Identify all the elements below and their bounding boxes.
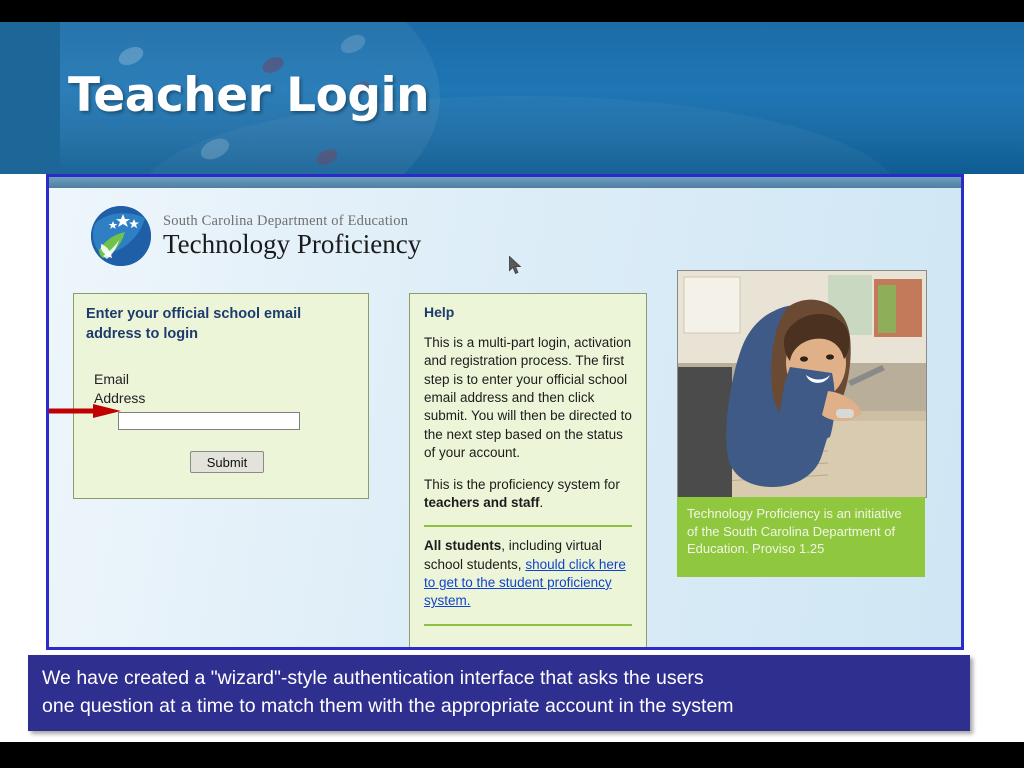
- slide-caption-line2: one question at a time to match them with the appropriate account in the system: [42, 695, 734, 718]
- divider: [424, 525, 632, 527]
- slide-header: [0, 22, 1024, 174]
- logo-agency-name: South Carolina Department of Education: [163, 213, 409, 230]
- login-panel: [73, 293, 369, 499]
- help-paragraph-2: [424, 476, 632, 513]
- help-paragraph-2-bold: teachers and staff: [424, 494, 540, 510]
- top-black-bar: [0, 0, 1024, 22]
- logo-text: [163, 213, 421, 258]
- bottom-black-bar: [0, 742, 1024, 768]
- submit-button[interactable]: Submit: [190, 451, 264, 473]
- help-title: Help: [424, 304, 455, 320]
- email-label-line2: Address: [94, 389, 146, 406]
- divider: [424, 624, 632, 626]
- help-panel: [409, 293, 647, 647]
- teacher-photo: [677, 270, 927, 498]
- help-paragraph-2-suffix: .: [539, 494, 544, 510]
- site-logo: [89, 204, 421, 268]
- page-title: Teacher Login: [68, 68, 430, 123]
- photo-caption: Technology Proficiency is an initiative of the South Carolina Department of Education. Proviso 1.25: [677, 497, 925, 577]
- student-proficiency-link[interactable]: should click here to get to the student proficiency system.: [424, 556, 626, 609]
- mouse-cursor-icon: [509, 256, 523, 276]
- help-paragraph-1: This is a multi-part login, activation and registration process. The first step is to enter your official school email address and then click submit. You will then be directed to the next step based on the status of your account.: [424, 335, 632, 461]
- web-page-body: [49, 188, 961, 647]
- slide-caption: [28, 655, 970, 731]
- email-label-line1: Email: [94, 371, 130, 387]
- login-heading: Enter your official school email address to login: [86, 306, 302, 343]
- help-paragraph-3-mid: , including virtual school students,: [424, 538, 602, 572]
- email-field-label: [94, 370, 174, 408]
- embedded-screenshot: [46, 174, 964, 650]
- browser-titlebar: [49, 177, 961, 188]
- slide-caption-line1: We have created a "wizard"-style authentication interface that asks the users: [42, 667, 704, 689]
- help-paragraph-2-prefix: This is the proficiency system for: [424, 476, 620, 492]
- help-paragraph-3: [424, 537, 632, 610]
- sde-seal-icon: [89, 204, 153, 268]
- logo-product-name: Technology Proficiency: [163, 229, 422, 260]
- annotation-arrow-icon: [49, 404, 121, 418]
- help-paragraph-3-bold: All students: [424, 538, 502, 554]
- email-input[interactable]: [118, 412, 300, 430]
